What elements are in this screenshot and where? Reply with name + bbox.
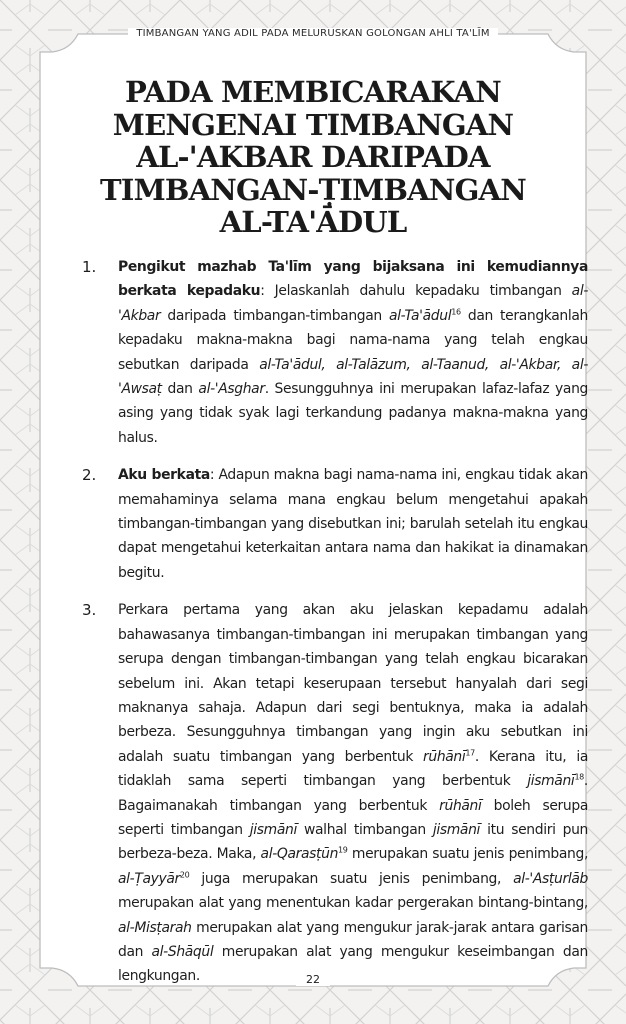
numbered-paragraph-list [82,255,588,1002]
list-item [82,255,588,450]
chapter-title [60,76,566,239]
page-number: 22 [296,973,330,986]
item-text: Perkara pertama yang akan aku jelaskan kepadamu adalah bahawasanya timbangan-timbangan ini merupakan timbangan yang serupa dengan timbangan-timbangan yang telah engkau bicarakan sebelum ini. Akan tetapi keserupaan tersebut hanyalah dari segi maknanya sahaja. Adapun dari segi bentuknya, maka ia adalah berbeza. Sesungguhnya timbangan yang ingin aku sebutkan ini adalah suatu timbangan yang berbentuk rūhānī$^{17}$. Kerana itu, ia tidaklah sama seperti timbangan yang berbentuk jismānī$^{18}$. Bagaimanakah timbangan yang berbentuk rūhānī boleh serupa seperti timbangan jismānī walhal timbangan jismānī itu sendiri pun berbeza-beza. Maka, al-Qarasṭūn$^{19}$ merupakan suatu jenis penimbang, al-Ṭayyār$^{20}$ juga merupakan suatu jenis penimbang, al-'Asṭurlāb merupakan alat yang menentukan kadar pergerakan bintang-bintang, al-Misṭarah merupakan alat yang mengukur jarak-jarak antara garisan dan al-Shāqūl merupakan alat yang mengukur keseimbangan dan lengkungan. [118,602,589,985]
item-number: 2. [82,466,97,485]
item-number: 1. [82,258,97,276]
footnote-ref: 19 [338,845,348,855]
item-text: Aku berkata: Adapun makna bagi nama-nama ini, engkau tidak akan memahaminya selama mana engkau belum mengetahui apakah timbangan-timbangan yang disebutkan ini; barulah setelah itu engkau dapat mengetahui keterkaitan antara nama dan hakikat ia dinamakan begitu. [118,467,588,581]
footnote-ref: 17 [465,748,475,758]
page-footer [0,973,626,986]
chapter-title-line: TIMBANGAN-ṬIMBANGAN [100,172,526,207]
running-header [0,28,626,39]
bold-lead: Aku berkata [118,467,210,484]
footnote-ref: 20 [179,870,190,880]
chapter-title-line: AL-'AKBAR DARIPADA [136,140,490,174]
list-item [82,463,588,585]
chapter-title-line: PADA MEMBICARAKAN [125,75,501,109]
item-text: Pengikut mazhab Ta'līm yang bijaksana ini kemudiannya berkata kepadaku: Jelaskanlah dahulu kepadaku timbangan al-'Akbar daripada timbangan-timbangan al-Ta'ādul$^{16}$ dan terangkanlah kepadaku makna-makna bagi nama-nama yang telah engkau sebutkan daripada al-Ta'ādul, al-Talāzum, al-Taanud, al-'Akbar, al-'Awsaṭ dan al-'Asghar. Sesungguhnya ini merupakan lafaz-lafaz yang asing yang tidak syak lagi terkandung padanya makna-makna yang halus. [118,259,588,446]
chapter-title-line: MENGENAI TIMBANGAN [112,107,514,142]
chapter-title-line: AL-TA'ĀDUL [219,205,407,239]
item-number: 3. [82,601,97,620]
list-item [82,598,588,989]
bold-lead: Pengikut mazhab Ta'līm yang bijaksana ini kemudiannya berkata kepadaku [118,259,588,300]
footnote-ref: 18 [574,772,584,782]
footnote-ref: 16 [451,307,461,317]
running-header-text: TIMBANGAN YANG ADIL PADA MELURUSKAN GOLONGAN AHLI TA'LĪM [128,28,497,39]
